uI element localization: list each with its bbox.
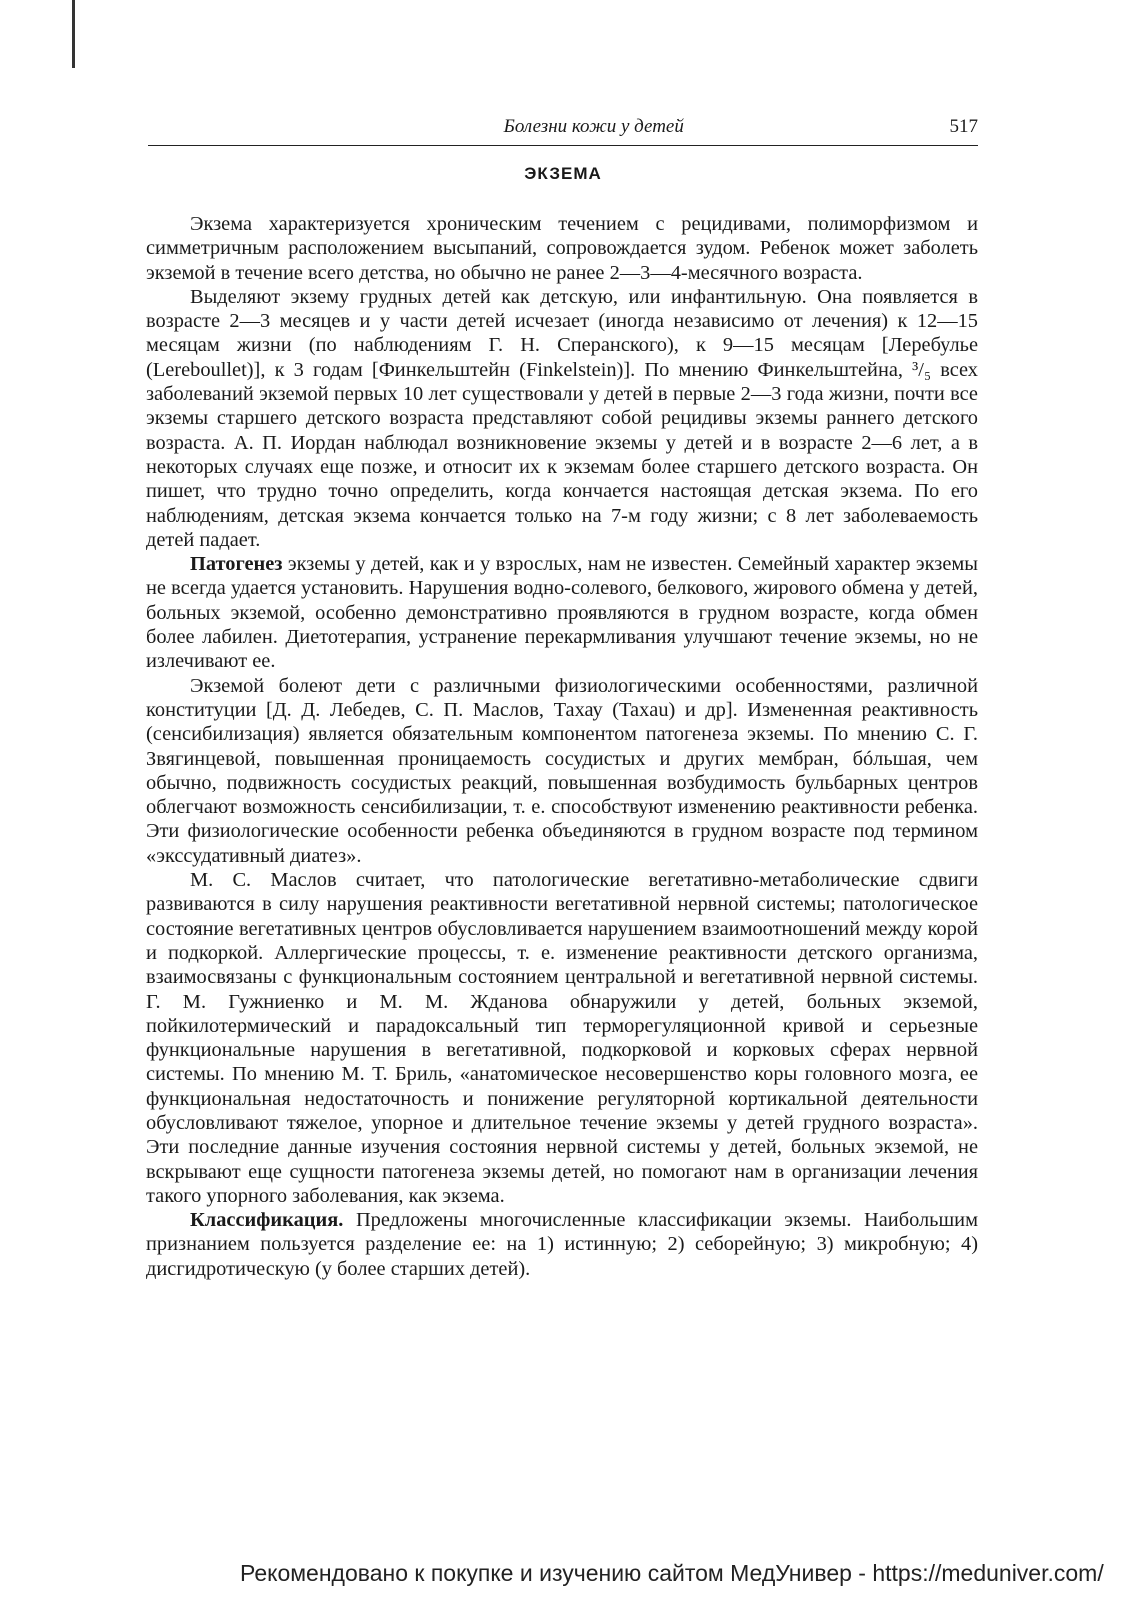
scan-edge-mark [72,0,75,68]
body-text [146,212,978,1281]
page-number: 517 [949,116,978,137]
paragraph-constitution: Экземой болеют дети с различными физиологическими особенностями, различной конституции [Д. Д. Лебедев, С. П. Маслов, Тахау (Taxau) и др]. Измененная реактивность (сенсибилизация) является обязательным компонентом патогенеза экземы. По мнению С. Г. Звягинцевой, повышенная проницаемость сосудистых и других мембран, бóльшая, чем обычно, подвижность сосудистых реакций, повышенная возбудимость бульбарных центров облегчают возможность сенсибилизации, т. е. способствуют изменению реактивности ребенка. Эти физиологические особенности ребенка объединяются в грудном возрасте под термином «экссудативный диатез». [146,674,978,867]
running-title: Болезни кожи у детей [503,116,684,137]
paragraph-classification: Классификация. Предложены многочисленные классификации экземы. Наибольшим признанием пользуется разделение ее: на 1) истинную; 2) себорейную; 3) микробную; 4) дисгидротическую (у более старших детей). [146,1209,978,1280]
paragraph-nervous-system: М. С. Маслов считает, что патологические вегетативно-метаболические сдвиги развиваются в силу нарушения реактивности вегетативной нервной системы; патологическое состояние вегетативных центров обусловливается нарушением взаимоотношений между корой и подкоркой. Аллергические процессы, т. е. изменение реактивности детского организма, взаимосвязаны с функциональным состоянием центральной и вегетативной нервной системы. Г. М. Гужниенко и М. М. Жданова обнаружили у детей, больных экземой, пойкилотермический и парадоксальный тип терморегуляционной кривой и серьезные функциональные нарушения в вегетативной, подкорковой и корковых сферах нервной системы. По мнению М. Т. Бриль, «анатомическое несовершенство коры головного мозга, ее функциональная недостаточность и понижение регуляторной кортикальной деятельности обусловливают тяжелое, упорное и длительное течение экземы у детей грудного возраста». Эти последние данные изучения состояния нервной системы у детей, больных экземой, не вскрывают еще сущности патогенеза экземы детей, но помогают нам в организации лечения такого упорного заболевания, как экзема. [146,869,978,1207]
paragraph-infantile: Выделяют экзему грудных детей как детскую, или инфантильную. Она появляется в возрасте 2—3 месяцев и у части детей исчезает (иногда независимо от лечения) к 12—15 месяцам жизни (по наблюдениям Г. Н. Сперанского), к 9—15 месяцам [Леребулье (Lereboullet)], к 3 годам [Финкельштейн (Finkelstein)]. По мнению Финкельштейна, ³/₅ всех заболеваний экземой первых 10 лет существовали у детей в первые 2—3 года жизни, почти все экземы старшего детского возраста представляют собой рецидивы экземы раннего детского возраста. А. П. Иордан наблюдал возникновение экземы у детей и в возрасте 2—6 лет, а в некоторых случаях еще позже, и относит их к экземам более старшего детского возраста. Он пишет, что трудно точно определить, когда кончается настоящая детская экзема. По его наблюдениям, детская экзема кончается только на 7-м году жизни; с 8 лет заболеваемость детей падает. [146,285,978,551]
footer-watermark: Рекомендовано к покупке и изучению сайтом МедУнивер - https://meduniver.com/ [240,1560,1104,1586]
paragraph-intro: Экзема характеризуется хроническим течением с рецидивами, полиморфизмом и симметричным расположением высыпаний, сопровождается зудом. Ребенок может заболеть экземой в течение всего детства, но обычно не ранее 2—3—4-месячного возраста. [146,213,978,284]
pathogenesis-heading: Патогенез [190,553,283,576]
paragraph-pathogenesis: Патогенез экземы у детей, как и у взрослых, нам не известен. Семейный характер экземы не всегда удается установить. Нарушения водно-солевого, белкового, жирового обмена у детей, больных экземой, особенно демонстративно проявляются в грудном возрасте, когда обмен более лабилен. Диетотерапия, устранение перекармливания улучшают течение экземы, но не излечивают ее. [146,553,978,673]
section-title: ЭКЗЕМА [524,164,602,183]
page-header [148,116,978,146]
classification-heading: Классификация. [190,1209,344,1232]
